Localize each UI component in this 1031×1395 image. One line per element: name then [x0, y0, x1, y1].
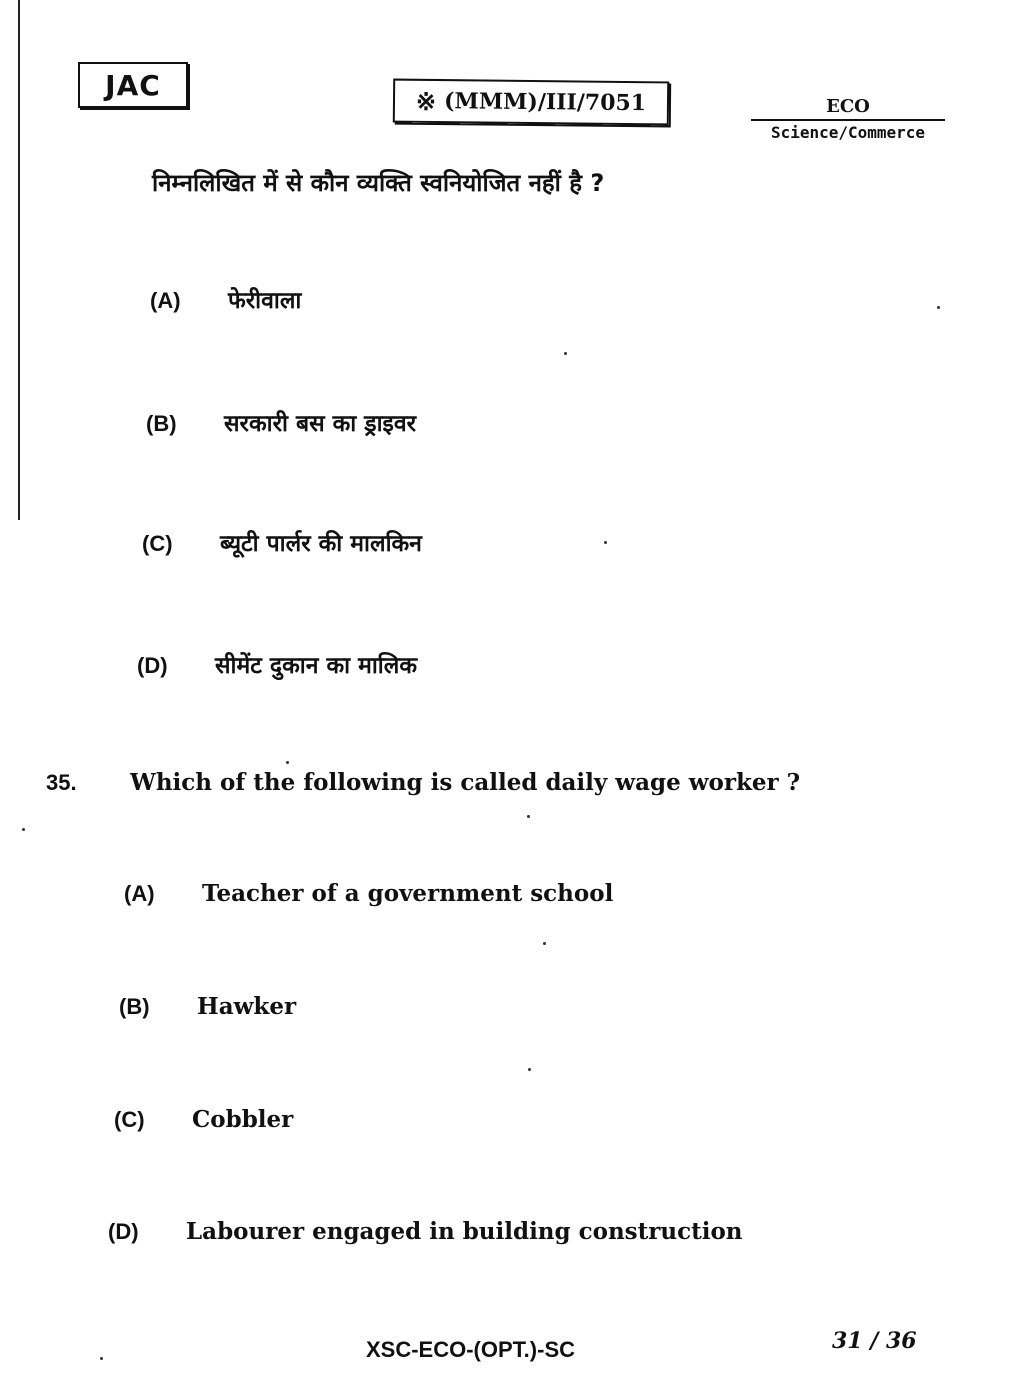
- question-34-option-d: [137, 648, 417, 680]
- subject-block: [751, 96, 945, 142]
- board-label: JAC: [105, 68, 161, 102]
- question-34-option-a: [150, 283, 301, 315]
- question-35-option-b: [119, 993, 296, 1020]
- option-text: Hawker: [197, 993, 297, 1020]
- option-text: फेरीवाला: [228, 288, 302, 314]
- paper-code-box: [393, 79, 669, 126]
- scan-speck: [528, 1068, 531, 1071]
- option-text: सरकारी बस का ड्राइवर: [224, 411, 417, 437]
- option-text: सीमेंट दुकान का मालिक: [215, 653, 418, 679]
- paper-code: (MMM)/III/7051: [443, 88, 647, 117]
- code-mark-icon: ※: [415, 86, 437, 116]
- option-text: ब्यूटी पार्लर की मालकिन: [220, 531, 422, 557]
- scan-speck: [543, 942, 546, 945]
- option-letter: (D): [108, 1219, 139, 1244]
- option-letter: (C): [114, 1107, 145, 1132]
- scan-speck: [527, 815, 530, 818]
- subject-stream: Science/Commerce: [770, 123, 926, 142]
- option-letter: (A): [150, 288, 181, 313]
- scan-speck: [286, 761, 289, 764]
- option-text: Cobbler: [192, 1106, 294, 1133]
- scan-speck: [564, 352, 567, 355]
- option-letter: (B): [119, 994, 150, 1019]
- scan-speck: [937, 306, 940, 309]
- footer-page-number: 31 / 36: [832, 1328, 917, 1354]
- scan-speck: [100, 1357, 103, 1360]
- option-text: Labourer engaged in building construction: [186, 1218, 743, 1245]
- question-35-option-c: [114, 1106, 293, 1133]
- question-35-number: 35.: [46, 770, 77, 795]
- option-letter: (A): [124, 881, 155, 906]
- board-label-box: [78, 62, 188, 108]
- scan-speck: [22, 828, 25, 831]
- option-letter: (B): [146, 411, 177, 436]
- question-35-option-a: [124, 880, 613, 907]
- question-34-option-c: [142, 526, 422, 558]
- option-text: Teacher of a government school: [202, 880, 614, 907]
- option-letter: (C): [142, 531, 173, 556]
- question-35-option-d: [108, 1218, 743, 1245]
- option-letter: (D): [137, 653, 168, 678]
- question-35-text: Which of the following is called daily wage worker ?: [130, 769, 801, 796]
- scan-speck: [604, 541, 607, 544]
- subject-name: ECO: [751, 96, 945, 121]
- footer-paper-id: XSC-ECO-(OPT.)-SC: [366, 1337, 575, 1362]
- question-34-option-b: [146, 406, 416, 438]
- left-margin-rule: [18, 0, 20, 520]
- question-34-text: निम्नलिखित में से कौन व्यक्ति स्वनियोजित नहीं है ?: [152, 169, 605, 197]
